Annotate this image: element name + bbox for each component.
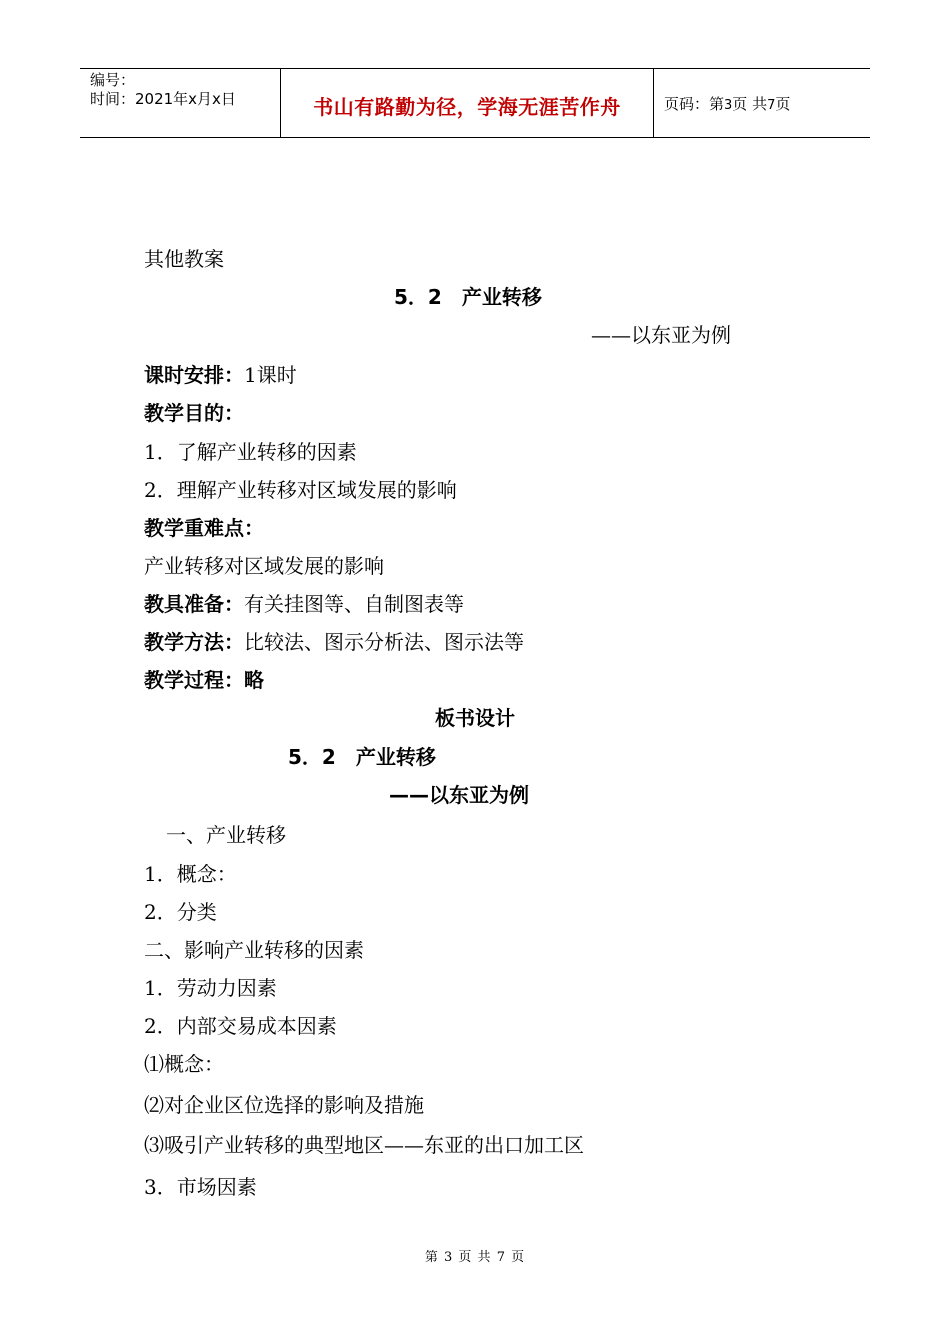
list-item: 3．市场因素 [144,1175,257,1199]
list-item: 2．内部交易成本因素 [144,1014,337,1038]
goal-label: 教学目的： [144,401,244,425]
method-label: 教学方法： [144,630,244,654]
process-label: 教学过程：略 [144,668,264,692]
tools-value: 有关挂图等、自制图表等 [244,592,464,616]
goal-item: 1．了解产业转移的因素 [144,440,357,464]
doc-category: 其他教案 [144,247,224,271]
header-divider [653,69,654,137]
list-item: 1．概念： [144,862,237,886]
header-page-info [664,93,790,114]
list-item: 2．分类 [144,900,217,924]
page-mid: 页 共 [732,95,768,113]
section-heading: 二、影响产业转移的因素 [144,938,364,962]
key-label: 教学重难点： [144,516,264,540]
header-meta [90,71,236,109]
header-motto: 书山有路勤为径，学海无涯苦作舟 [313,95,621,119]
time-label: 时间：2021年x月x日 [90,90,236,108]
page-number: 3 [724,98,733,113]
goal-item: 2．理解产业转移对区域发展的影响 [144,478,457,502]
page-footer: 第 3 页 共 7 页 [424,1250,526,1265]
doc-subtitle: ——以东亚为例 [591,323,731,347]
page-suffix: 页 [775,95,791,113]
sub-list-item: ⑵对企业区位选择的影响及措施 [144,1093,424,1117]
list-item: 1．劳动力因素 [144,976,277,1000]
section-heading: 一、产业转移 [166,823,286,847]
schedule-line [144,363,297,387]
tools-label: 教具准备： [144,592,244,616]
page-header [80,68,870,138]
sub-list-item: ⑶吸引产业转移的典型地区——东亚的出口加工区 [144,1133,584,1157]
schedule-value: 1课时 [244,363,297,387]
board-title: 5．2 产业转移 [288,745,436,769]
key-value: 产业转移对区域发展的影响 [144,554,384,578]
page-prefix: 页码：第 [664,95,725,113]
method-line [144,630,524,654]
sub-list-item: ⑴概念： [144,1052,224,1076]
schedule-label: 课时安排： [144,363,244,387]
board-subtitle: ——以东亚为例 [389,783,529,807]
number-label: 编号： [90,71,136,89]
doc-title: 5．2 产业转移 [394,285,542,309]
page-total: 7 [767,98,776,113]
method-value: 比较法、图示分析法、图示法等 [244,630,524,654]
board-label: 板书设计 [435,706,515,730]
tools-line [144,592,464,616]
